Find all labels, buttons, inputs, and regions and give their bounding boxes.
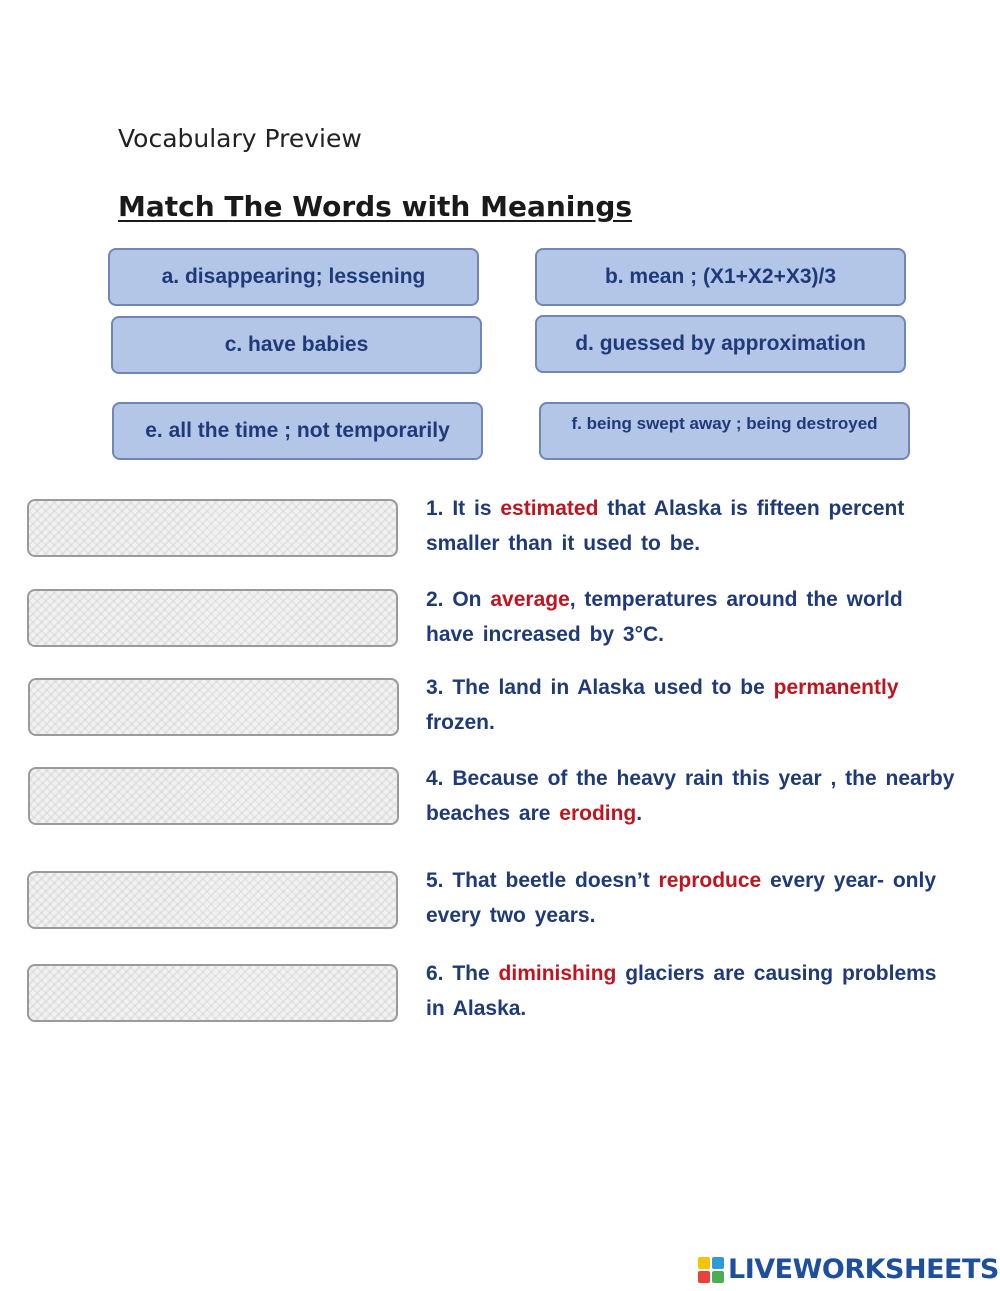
answer-box-5[interactable]	[27, 871, 398, 929]
sentence-text: , temperatures around the world have increased by 3°C.	[426, 588, 903, 646]
logo-text: LIVEWORKSHEETS	[728, 1254, 999, 1285]
answer-box-6[interactable]	[27, 964, 398, 1022]
answer-box-1[interactable]	[27, 499, 398, 557]
liveworksheets-logo	[698, 1254, 999, 1285]
target-word: permanently	[773, 676, 899, 699]
meaning-card-c[interactable]: c. have babies	[111, 316, 482, 374]
target-word: diminishing	[498, 962, 617, 985]
sentence-text: 2. On	[426, 588, 491, 611]
meaning-card-d[interactable]: d. guessed by approximation	[535, 315, 906, 373]
sentence-text: 3. The land in Alaska used to be	[426, 676, 774, 699]
sentence-6	[426, 956, 956, 1026]
answer-box-4[interactable]	[28, 767, 399, 825]
section-subtitle: Vocabulary Preview	[118, 124, 362, 153]
sentence-text: 1. It is	[426, 497, 501, 520]
target-word: reproduce	[658, 869, 762, 892]
meaning-card-f[interactable]: f. being swept away ; being destroyed	[539, 402, 910, 460]
sentence-text: 6. The	[426, 962, 499, 985]
answer-box-2[interactable]	[27, 589, 398, 647]
meaning-card-b[interactable]: b. mean ; (X1+X2+X3)/3	[535, 248, 906, 306]
sentence-text: frozen.	[426, 711, 495, 734]
page-title: Match The Words with Meanings	[118, 190, 633, 223]
sentence-1	[426, 491, 956, 561]
meaning-card-a[interactable]: a. disappearing; lessening	[108, 248, 479, 306]
logo-icon	[698, 1257, 724, 1283]
target-word: average	[490, 588, 570, 611]
sentence-3	[426, 670, 956, 740]
sentence-text: every year- only every two years.	[426, 869, 937, 927]
sentence-text: 4. Because of the heavy rain this year , the nearby beaches are	[426, 767, 955, 825]
meaning-card-e[interactable]: e. all the time ; not temporarily	[112, 402, 483, 460]
answer-box-3[interactable]	[28, 678, 399, 736]
sentence-2	[426, 582, 956, 652]
sentence-text: .	[636, 802, 643, 825]
sentence-text: that Alaska is fifteen percent smaller than it used to be.	[426, 497, 905, 555]
sentence-4	[426, 761, 956, 831]
sentence-text: 5. That beetle doesn’t	[426, 869, 659, 892]
target-word: eroding	[559, 802, 637, 825]
sentence-text: glaciers are causing problems in Alaska.	[426, 962, 937, 1020]
sentence-5	[426, 863, 956, 933]
target-word: estimated	[500, 497, 599, 520]
